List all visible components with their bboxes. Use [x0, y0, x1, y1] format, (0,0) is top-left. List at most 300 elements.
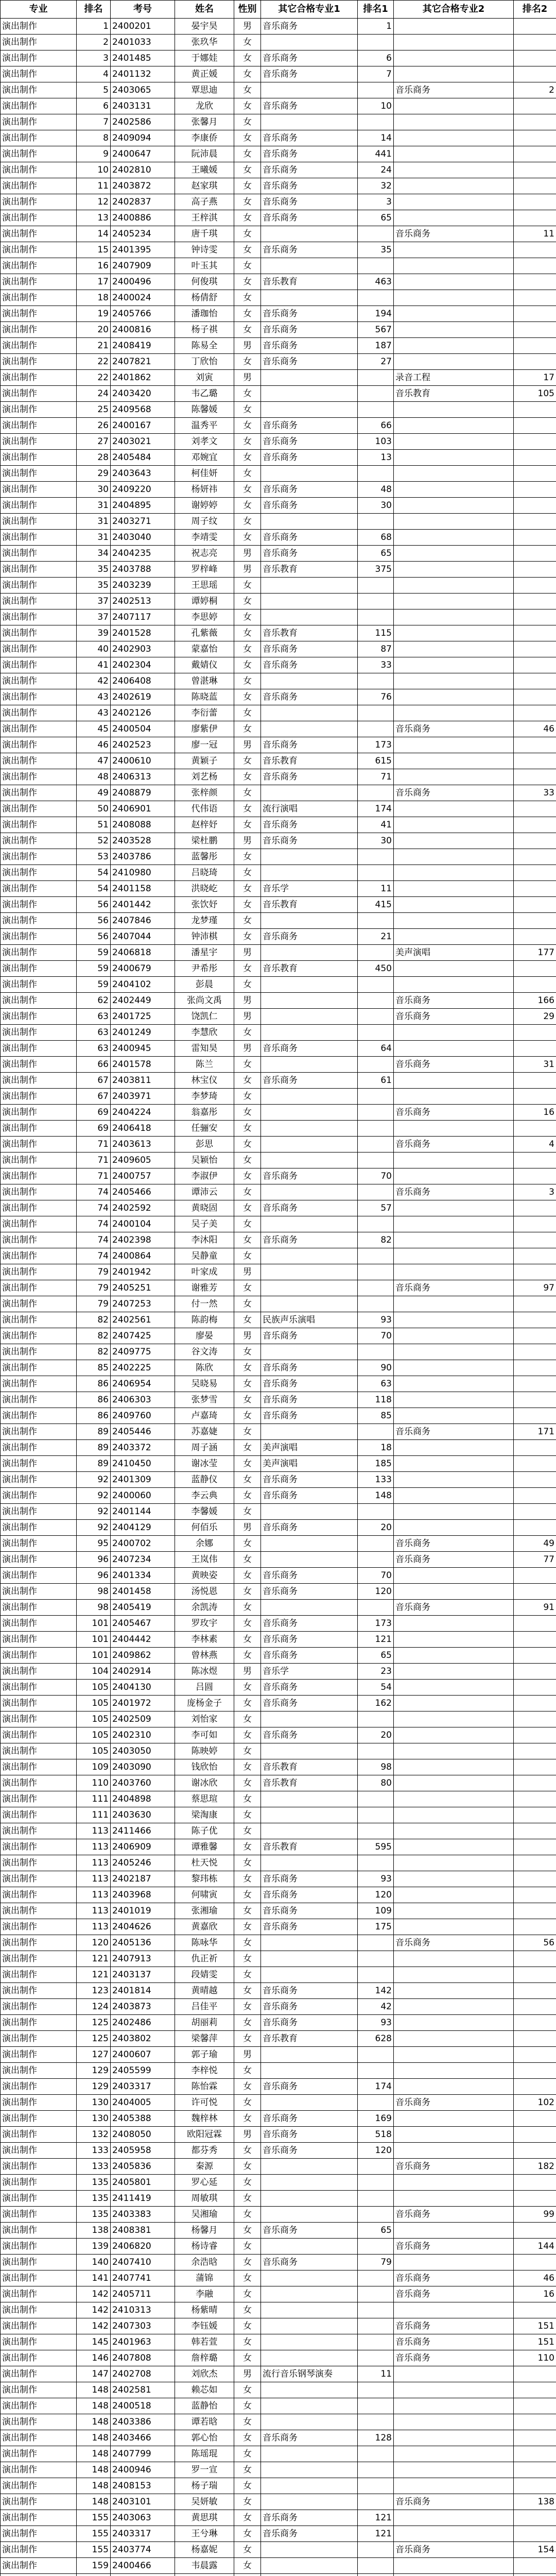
- table-row: [1, 210, 556, 226]
- table-row: [1, 865, 556, 881]
- cell-name: 吴颖怡: [175, 1153, 234, 1168]
- cell-other-major-1: [261, 913, 358, 929]
- cell-gender: 女: [234, 1073, 261, 1089]
- cell-exam-id: 2401033: [111, 35, 175, 50]
- cell-rank: 105: [77, 1711, 111, 1727]
- cell-name: 郭心怡: [175, 2430, 234, 2446]
- cell-major: 演出制作: [1, 865, 77, 881]
- cell-rank-1: 68: [358, 530, 394, 546]
- table-row: [1, 2542, 556, 2558]
- cell-exam-id: 2402903: [111, 641, 175, 657]
- cell-rank-1: [358, 35, 394, 50]
- table-row: [1, 2207, 556, 2223]
- cell-other-major-2: [394, 1025, 514, 1041]
- cell-other-major-2: [394, 2510, 514, 2526]
- cell-major: 演出制作: [1, 1616, 77, 1632]
- cell-rank-2: [514, 498, 556, 514]
- cell-rank-1: [358, 114, 394, 130]
- cell-other-major-2: [394, 1775, 514, 1791]
- cell-other-major-2: 音乐商务: [394, 2270, 514, 2286]
- cell-name: 谢冰莹: [175, 1456, 234, 1472]
- cell-name: 郭子瑜: [175, 2047, 234, 2063]
- cell-other-major-2: [394, 1168, 514, 1184]
- cell-gender: 女: [234, 66, 261, 82]
- cell-rank-1: 103: [358, 434, 394, 450]
- table-row: [1, 2318, 556, 2334]
- header-row: [1, 1, 556, 19]
- cell-other-major-1: 音乐商务: [261, 737, 358, 753]
- table-row: [1, 833, 556, 849]
- cell-gender: 女: [234, 1999, 261, 2015]
- cell-rank-2: [514, 1168, 556, 1184]
- cell-gender: 女: [234, 2015, 261, 2031]
- cell-other-major-2: [394, 2063, 514, 2079]
- table-row: [1, 737, 556, 753]
- cell-gender: 女: [234, 130, 261, 146]
- cell-rank-2: [514, 2462, 556, 2478]
- cell-rank-1: 85: [358, 1408, 394, 1424]
- cell-major: 演出制作: [1, 258, 77, 274]
- cell-rank-1: 120: [358, 1584, 394, 1600]
- cell-other-major-1: [261, 609, 358, 625]
- cell-rank-1: 65: [358, 546, 394, 562]
- cell-other-major-2: 录音工程: [394, 370, 514, 386]
- cell-other-major-1: [261, 1424, 358, 1440]
- cell-other-major-1: 音乐学: [261, 881, 358, 897]
- cell-gender: 女: [234, 2494, 261, 2510]
- cell-rank-1: 628: [358, 2031, 394, 2047]
- cell-exam-id: 2405599: [111, 2063, 175, 2079]
- cell-other-major-2: [394, 594, 514, 609]
- table-row: [1, 1967, 556, 1983]
- cell-name: 潘珈怡: [175, 306, 234, 322]
- cell-name: 钱欣怡: [175, 1759, 234, 1775]
- cell-rank-2: [514, 2398, 556, 2414]
- cell-rank-1: 48: [358, 482, 394, 498]
- cell-exam-id: 2402810: [111, 162, 175, 178]
- cell-gender: 女: [234, 210, 261, 226]
- cell-other-major-1: [261, 2286, 358, 2302]
- cell-exam-id: 2401862: [111, 370, 175, 386]
- cell-other-major-1: 音乐商务: [261, 1041, 358, 1057]
- cell-exam-id: 2407234: [111, 1552, 175, 1568]
- cell-rank-2: [514, 450, 556, 466]
- cell-major: 演出制作: [1, 466, 77, 482]
- cell-rank-2: [514, 1999, 556, 2015]
- cell-other-major-2: 音乐商务: [394, 2159, 514, 2175]
- cell-rank-1: [358, 2318, 394, 2334]
- cell-other-major-1: [261, 705, 358, 721]
- cell-other-major-1: 流行音乐钢琴演奏: [261, 2366, 358, 2382]
- cell-gender: 女: [234, 2143, 261, 2159]
- cell-name: 李梓悦: [175, 2063, 234, 2079]
- cell-other-major-1: 音乐教育: [261, 562, 358, 578]
- cell-rank: 37: [77, 609, 111, 625]
- cell-other-major-2: [394, 530, 514, 546]
- cell-rank: 40: [77, 641, 111, 657]
- cell-major: 演出制作: [1, 114, 77, 130]
- cell-rank-1: 173: [358, 737, 394, 753]
- cell-name: 李梦琦: [175, 1089, 234, 1105]
- cell-name: 梁淘康: [175, 1807, 234, 1823]
- cell-name: 谭婷桐: [175, 594, 234, 609]
- cell-rank: 89: [77, 1440, 111, 1456]
- cell-rank-1: 79: [358, 2255, 394, 2270]
- cell-gender: 女: [234, 2446, 261, 2462]
- table-row: [1, 2366, 556, 2382]
- cell-name: 赵家琪: [175, 178, 234, 194]
- cell-rank-2: 56: [514, 1935, 556, 1951]
- cell-exam-id: 2406313: [111, 769, 175, 785]
- cell-rank-1: 93: [358, 2015, 394, 2031]
- cell-other-major-2: [394, 897, 514, 913]
- cell-other-major-1: 音乐商务: [261, 546, 358, 562]
- cell-name: 陈韵梅: [175, 1312, 234, 1328]
- cell-rank: 48: [77, 769, 111, 785]
- cell-other-major-2: [394, 2079, 514, 2095]
- cell-gender: 女: [234, 1791, 261, 1807]
- cell-other-major-2: [394, 1759, 514, 1775]
- cell-other-major-2: 音乐商务: [394, 2239, 514, 2255]
- cell-other-major-1: [261, 1504, 358, 1520]
- table-row: [1, 2350, 556, 2366]
- cell-other-major-1: [261, 1009, 358, 1025]
- cell-other-major-2: [394, 2414, 514, 2430]
- cell-exam-id: 2405467: [111, 1616, 175, 1632]
- cell-major: 演出制作: [1, 2414, 77, 2430]
- cell-rank-1: 30: [358, 833, 394, 849]
- cell-other-major-2: [394, 2047, 514, 2063]
- cell-rank-1: [358, 1504, 394, 1520]
- cell-rank: 148: [77, 2382, 111, 2398]
- cell-exam-id: 2400816: [111, 322, 175, 338]
- cell-rank-2: [514, 1855, 556, 1871]
- cell-exam-id: 2402310: [111, 1727, 175, 1743]
- cell-exam-id: 2405484: [111, 450, 175, 466]
- cell-rank-2: [514, 2302, 556, 2318]
- cell-exam-id: 2402523: [111, 737, 175, 753]
- cell-rank-2: [514, 1408, 556, 1424]
- cell-exam-id: 2405234: [111, 226, 175, 242]
- cell-rank-1: [358, 1057, 394, 1073]
- cell-rank-1: 174: [358, 801, 394, 817]
- cell-name: 邓婉宜: [175, 450, 234, 466]
- cell-rank-2: [514, 1153, 556, 1168]
- cell-gender: 女: [234, 1696, 261, 1711]
- cell-rank-2: [514, 1488, 556, 1504]
- cell-rank: 96: [77, 1568, 111, 1584]
- cell-other-major-1: 美声演唱: [261, 1456, 358, 1472]
- cell-exam-id: 2406418: [111, 1121, 175, 1137]
- cell-other-major-2: [394, 657, 514, 673]
- table-row: [1, 673, 556, 689]
- cell-name: 谢婷婷: [175, 498, 234, 514]
- cell-other-major-2: [394, 1264, 514, 1280]
- cell-gender: 女: [234, 1680, 261, 1696]
- cell-rank-1: [358, 721, 394, 737]
- cell-rank: 63: [77, 1025, 111, 1041]
- cell-exam-id: 2400167: [111, 418, 175, 434]
- table-row: [1, 2015, 556, 2031]
- cell-other-major-1: [261, 1137, 358, 1153]
- cell-other-major-1: [261, 1184, 358, 1200]
- cell-exam-id: 2402586: [111, 114, 175, 130]
- cell-rank: 51: [77, 817, 111, 833]
- cell-major: 演出制作: [1, 721, 77, 737]
- table-row: [1, 1855, 556, 1871]
- cell-other-major-2: [394, 625, 514, 641]
- cell-major: 演出制作: [1, 2462, 77, 2478]
- cell-name: 赖芯如: [175, 2382, 234, 2398]
- cell-other-major-1: 音乐商务: [261, 1919, 358, 1935]
- cell-rank-2: [514, 1568, 556, 1584]
- cell-rank-2: [514, 737, 556, 753]
- cell-rank-1: [358, 2095, 394, 2111]
- cell-name: 陈易全: [175, 338, 234, 354]
- cell-other-major-1: [261, 370, 358, 386]
- table-row: [1, 1232, 556, 1248]
- cell-gender: 女: [234, 2159, 261, 2175]
- cell-other-major-2: [394, 2446, 514, 2462]
- cell-other-major-1: 音乐商务: [261, 2143, 358, 2159]
- cell-rank-2: [514, 578, 556, 594]
- header-major: 专业: [1, 1, 77, 19]
- cell-name: 张湘瑜: [175, 1903, 234, 1919]
- cell-gender: 女: [234, 849, 261, 865]
- cell-exam-id: 2408050: [111, 2127, 175, 2143]
- cell-rank-2: [514, 322, 556, 338]
- cell-name: 吕佳平: [175, 1999, 234, 2015]
- cell-rank-2: 138: [514, 2494, 556, 2510]
- cell-rank: 28: [77, 450, 111, 466]
- cell-other-major-1: [261, 594, 358, 609]
- cell-other-major-2: [394, 1648, 514, 1664]
- cell-other-major-1: 音乐商务: [261, 1376, 358, 1392]
- cell-major: 演出制作: [1, 2255, 77, 2270]
- cell-exam-id: 2403788: [111, 562, 175, 578]
- cell-major: 演出制作: [1, 2446, 77, 2462]
- cell-name: 李钰媛: [175, 2318, 234, 2334]
- cell-rank-2: [514, 1440, 556, 1456]
- cell-rank-1: 20: [358, 1520, 394, 1536]
- cell-major: 演出制作: [1, 35, 77, 50]
- cell-name: 杨诗睿: [175, 2239, 234, 2255]
- cell-exam-id: 2410450: [111, 1456, 175, 1472]
- cell-name: 仇正祈: [175, 1951, 234, 1967]
- cell-exam-id: 2403786: [111, 849, 175, 865]
- cell-other-major-1: 音乐商务: [261, 929, 358, 945]
- cell-exam-id: 2403643: [111, 466, 175, 482]
- cell-name: 陈咏华: [175, 1935, 234, 1951]
- table-row: [1, 1057, 556, 1073]
- cell-other-major-1: [261, 2574, 358, 2576]
- cell-rank-1: 11: [358, 881, 394, 897]
- cell-rank-2: [514, 769, 556, 785]
- cell-name: 晏宇昊: [175, 19, 234, 35]
- cell-exam-id: 2405766: [111, 306, 175, 322]
- cell-major: 演出制作: [1, 98, 77, 114]
- cell-name: 周敏琪: [175, 2191, 234, 2207]
- cell-major: 演出制作: [1, 1057, 77, 1073]
- cell-other-major-1: [261, 1791, 358, 1807]
- cell-major: 演出制作: [1, 2270, 77, 2286]
- cell-other-major-1: 音乐商务: [261, 1073, 358, 1089]
- cell-other-major-2: 音乐商务: [394, 2542, 514, 2558]
- cell-rank: 121: [77, 1967, 111, 1983]
- cell-major: 演出制作: [1, 2031, 77, 2047]
- cell-gender: 男: [234, 370, 261, 386]
- cell-rank: 3: [77, 50, 111, 66]
- cell-other-major-2: [394, 881, 514, 897]
- cell-gender: 女: [234, 226, 261, 242]
- cell-rank-1: [358, 226, 394, 242]
- cell-rank-1: [358, 2334, 394, 2350]
- cell-other-major-2: [394, 1312, 514, 1328]
- cell-exam-id: 2401458: [111, 1584, 175, 1600]
- cell-other-major-2: [394, 418, 514, 434]
- cell-gender: 女: [234, 1919, 261, 1935]
- cell-rank-2: [514, 1775, 556, 1791]
- cell-other-major-2: [394, 1216, 514, 1232]
- cell-gender: 女: [234, 1089, 261, 1105]
- cell-gender: 女: [234, 274, 261, 290]
- cell-gender: 女: [234, 2031, 261, 2047]
- cell-gender: 女: [234, 242, 261, 258]
- table-row: [1, 1648, 556, 1664]
- cell-other-major-2: [394, 258, 514, 274]
- table-row: [1, 2175, 556, 2191]
- cell-exam-id: 2408153: [111, 2478, 175, 2494]
- cell-other-major-1: 音乐商务: [261, 322, 358, 338]
- table-row: [1, 817, 556, 833]
- cell-rank: 71: [77, 1153, 111, 1168]
- cell-other-major-1: [261, 2191, 358, 2207]
- cell-other-major-1: 音乐商务: [261, 530, 358, 546]
- cell-other-major-1: [261, 1855, 358, 1871]
- table-row: [1, 258, 556, 274]
- cell-gender: 女: [234, 1232, 261, 1248]
- cell-other-major-2: [394, 705, 514, 721]
- cell-exam-id: 2407410: [111, 2255, 175, 2270]
- cell-exam-id: 2411466: [111, 1823, 175, 1839]
- cell-name: 林宝仪: [175, 1073, 234, 1089]
- cell-other-major-2: 音乐商务: [394, 1105, 514, 1121]
- cell-other-major-2: [394, 66, 514, 82]
- cell-gender: 女: [234, 2478, 261, 2494]
- cell-other-major-1: [261, 2414, 358, 2430]
- cell-rank-2: [514, 881, 556, 897]
- cell-other-major-1: 音乐商务: [261, 162, 358, 178]
- cell-other-major-2: [394, 210, 514, 226]
- cell-gender: 男: [234, 737, 261, 753]
- cell-rank: 29: [77, 466, 111, 482]
- cell-rank-2: [514, 354, 556, 370]
- table-row: [1, 1775, 556, 1791]
- cell-other-major-1: 音乐商务: [261, 2079, 358, 2095]
- cell-major: 演出制作: [1, 625, 77, 641]
- cell-other-major-2: [394, 865, 514, 881]
- cell-rank: 130: [77, 2111, 111, 2127]
- cell-rank: 92: [77, 1504, 111, 1520]
- cell-name: 杨妍祎: [175, 482, 234, 498]
- cell-other-major-1: [261, 1105, 358, 1121]
- cell-name: 李淑伊: [175, 1168, 234, 1184]
- cell-gender: 女: [234, 2302, 261, 2318]
- cell-other-major-2: [394, 482, 514, 498]
- cell-rank-2: [514, 961, 556, 977]
- cell-gender: 女: [234, 1727, 261, 1743]
- cell-rank-1: [358, 865, 394, 881]
- cell-other-major-2: [394, 1696, 514, 1711]
- cell-exam-id: 2403811: [111, 1073, 175, 1089]
- table-row: [1, 418, 556, 434]
- cell-rank-1: [358, 945, 394, 961]
- cell-exam-id: 2402187: [111, 1871, 175, 1887]
- cell-other-major-1: 音乐商务: [261, 1999, 358, 2015]
- cell-other-major-2: 音乐商务: [394, 1552, 514, 1568]
- cell-major: 演出制作: [1, 1743, 77, 1759]
- cell-major: 演出制作: [1, 434, 77, 450]
- cell-other-major-2: [394, 1823, 514, 1839]
- cell-name: 吴妍敏: [175, 2494, 234, 2510]
- cell-rank: 74: [77, 1232, 111, 1248]
- cell-rank-1: 41: [358, 817, 394, 833]
- cell-other-major-1: [261, 993, 358, 1009]
- cell-rank-1: 7: [358, 66, 394, 82]
- cell-other-major-1: [261, 673, 358, 689]
- cell-other-major-2: [394, 1360, 514, 1376]
- cell-other-major-1: [261, 1153, 358, 1168]
- cell-other-major-2: [394, 498, 514, 514]
- cell-gender: 女: [234, 306, 261, 322]
- cell-other-major-1: [261, 386, 358, 402]
- cell-gender: 男: [234, 1328, 261, 1344]
- cell-rank-1: 115: [358, 625, 394, 641]
- cell-rank-1: 6: [358, 50, 394, 66]
- cell-other-major-2: [394, 2015, 514, 2031]
- cell-rank-2: [514, 290, 556, 306]
- table-row: [1, 945, 556, 961]
- cell-rank-1: 33: [358, 657, 394, 673]
- cell-major: 演出制作: [1, 1041, 77, 1057]
- cell-other-major-1: 音乐商务: [261, 306, 358, 322]
- table-row: [1, 2111, 556, 2127]
- cell-gender: 女: [234, 2207, 261, 2223]
- cell-other-major-2: 音乐商务: [394, 721, 514, 737]
- cell-exam-id: 2401528: [111, 625, 175, 641]
- cell-rank-1: 23: [358, 1664, 394, 1680]
- cell-gender: 女: [234, 2111, 261, 2127]
- cell-major: 演出制作: [1, 1775, 77, 1791]
- cell-exam-id: 2408879: [111, 785, 175, 801]
- cell-major: 演出制作: [1, 2286, 77, 2302]
- cell-rank: 2: [77, 35, 111, 50]
- cell-rank-1: [358, 2159, 394, 2175]
- cell-rank: 138: [77, 2223, 111, 2239]
- cell-rank-2: [514, 705, 556, 721]
- cell-rank: 113: [77, 1855, 111, 1871]
- cell-exam-id: 2401144: [111, 1504, 175, 1520]
- cell-other-major-2: 美声演唱: [394, 945, 514, 961]
- cell-major: 演出制作: [1, 1807, 77, 1823]
- table-row: [1, 1041, 556, 1057]
- cell-exam-id: 2400466: [111, 2558, 175, 2574]
- table-row: [1, 2127, 556, 2143]
- cell-exam-id: 2405466: [111, 1184, 175, 1200]
- cell-rank-2: 17: [514, 370, 556, 386]
- cell-rank-2: [514, 1041, 556, 1057]
- table-row: [1, 929, 556, 945]
